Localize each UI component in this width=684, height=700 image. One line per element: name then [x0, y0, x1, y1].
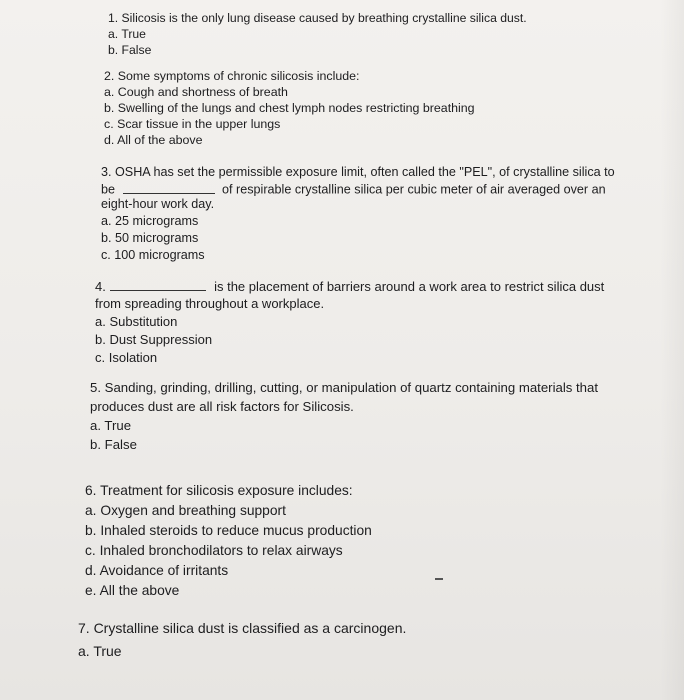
question-4-option-c: c. Isolation — [95, 350, 158, 365]
question-2-option-d: d. All of the above — [104, 133, 203, 147]
question-6-option-d: d. Avoidance of irritants — [85, 563, 229, 578]
question-2-option-c: c. Scar tissue in the upper lungs — [104, 117, 281, 131]
question-7-text: 7. Crystalline silica dust is classified as a carcinogen. — [78, 620, 407, 636]
question-5-text-line-2: produces dust are all risk factors for Silicosis. — [90, 399, 354, 414]
question-2-option-b: b. Swelling of the lungs and chest lymph nodes restricting breathing — [104, 101, 475, 115]
question-5-option-a: a. True — [90, 418, 132, 433]
question-7-option-a: a. True — [78, 643, 122, 659]
question-4 — [95, 279, 604, 369]
question-4-suffix: is the placement of barriers around a work area to restrict silica dust — [214, 279, 605, 295]
question-1-text: 1. Silicosis is the only lung disease caused by breathing crystalline silica dust. — [108, 11, 527, 25]
question-6-text: 6. Treatment for silicosis exposure includes: — [85, 483, 353, 498]
question-3-prefix: be — [101, 182, 116, 197]
question-3-option-a: a. 25 micrograms — [101, 214, 199, 228]
question-6-option-a: a. Oxygen and breathing support — [85, 503, 286, 518]
question-3-suffix: of respirable crystalline silica per cubic meter of air averaged over an — [222, 182, 606, 197]
question-2-option-a: a. Cough and shortness of breath — [104, 85, 288, 99]
question-4-option-b: b. Dust Suppression — [95, 332, 213, 347]
question-7 — [78, 621, 406, 664]
question-2 — [104, 70, 475, 150]
question-3-text-line-2 — [101, 182, 615, 198]
question-6-option-e: e. All the above — [85, 583, 180, 598]
question-3-text-line-3: eight-hour work day. — [101, 197, 215, 211]
question-5-option-b: b. False — [90, 437, 137, 452]
question-4-prefix: 4. — [95, 279, 106, 295]
question-6-option-b: b. Inhaled steroids to reduce mucus production — [85, 523, 372, 538]
question-3-option-b: b. 50 micrograms — [101, 231, 199, 245]
question-3-answer-blank[interactable] — [123, 182, 215, 194]
pen-mark — [435, 578, 443, 580]
question-4-text-line-2: from spreading throughout a workplace. — [95, 296, 325, 311]
question-5 — [90, 381, 598, 457]
question-3-text-line-1: 3. OSHA has set the permissible exposure limit, often called the "PEL", of crystalline silica to — [101, 165, 615, 179]
question-4-option-a: a. Substitution — [95, 314, 178, 329]
question-4-text-line-1 — [95, 279, 604, 297]
question-6 — [85, 484, 372, 604]
question-3 — [101, 166, 615, 266]
question-3-option-c: c. 100 micrograms — [101, 248, 205, 262]
question-6-option-c: c. Inhaled bronchodilators to relax airways — [85, 543, 343, 558]
question-1-option-b: b. False — [108, 43, 152, 57]
page-shadow — [660, 0, 684, 700]
question-5-text-line-1: 5. Sanding, grinding, drilling, cutting, or manipulation of quartz containing materials that — [90, 380, 599, 395]
question-4-answer-blank[interactable] — [110, 279, 206, 291]
question-1-option-a: a. True — [108, 27, 146, 41]
question-2-text: 2. Some symptoms of chronic silicosis include: — [104, 69, 360, 83]
question-1 — [108, 12, 527, 60]
